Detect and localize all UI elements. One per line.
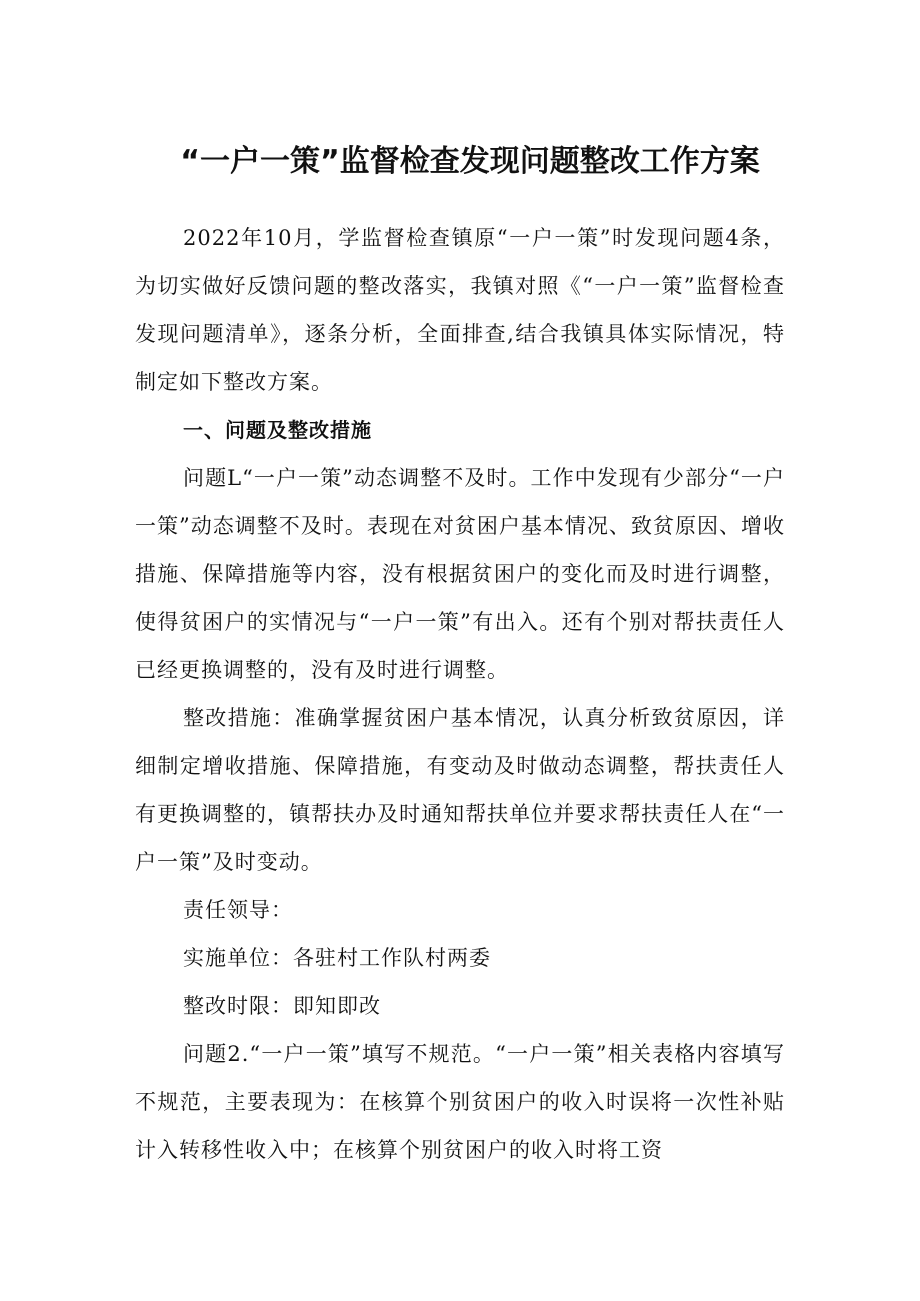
intro-paragraph: 2022年10月，学监督检查镇原“一户一策”时发现问题4条，为切实做好反馈问题的整改落实，我镇对照《“一户一策”监督检查发现问题清单》，逐条分析，全面排查,结合我镇具体实际情况，特制定如下整改方案。 (135, 226, 785, 394)
problem-2-paragraph: 问题2.“一户一策”填写不规范。“一户一策”相关表格内容填写不规范，主要表现为：在核算个别贫困户的收入时误将一次性补贴计入转移性收入中；在核算个别贫困户的收入时将工资 (135, 1042, 785, 1162)
document-title: “一户一策”监督检查发现问题整改工作方案 (180, 144, 760, 179)
section-heading: 一、问题及整改措施 (183, 418, 372, 442)
responsible-leader-line: 责任领导： (183, 898, 293, 922)
deadline-line: 整改时限：即知即改 (183, 994, 381, 1018)
problem-1-paragraph: 问题L“一户一策”动态调整不及时。工作中发现有少部分“一户一策”动态调整不及时。表现在对贫困户基本情况、致贫原因、增收措施、保障措施等内容，没有根据贫困户的变化而及时进行调整，使得贫困户的实情况与“一户一策”有出入。还有个别对帮扶责任人已经更换调整的，没有及时进行调整。 (135, 466, 785, 682)
implementing-unit-line: 实施单位：各驻村工作队村两委 (183, 946, 491, 970)
measures-paragraph: 整改措施：准确掌握贫困户基本情况，认真分析致贫原因，详细制定增收措施、保障措施，有变动及时做动态调整，帮扶责任人有更换调整的，镇帮扶办及时通知帮扶单位并要求帮扶责任人在“一户一策”及时变动。 (135, 706, 785, 874)
